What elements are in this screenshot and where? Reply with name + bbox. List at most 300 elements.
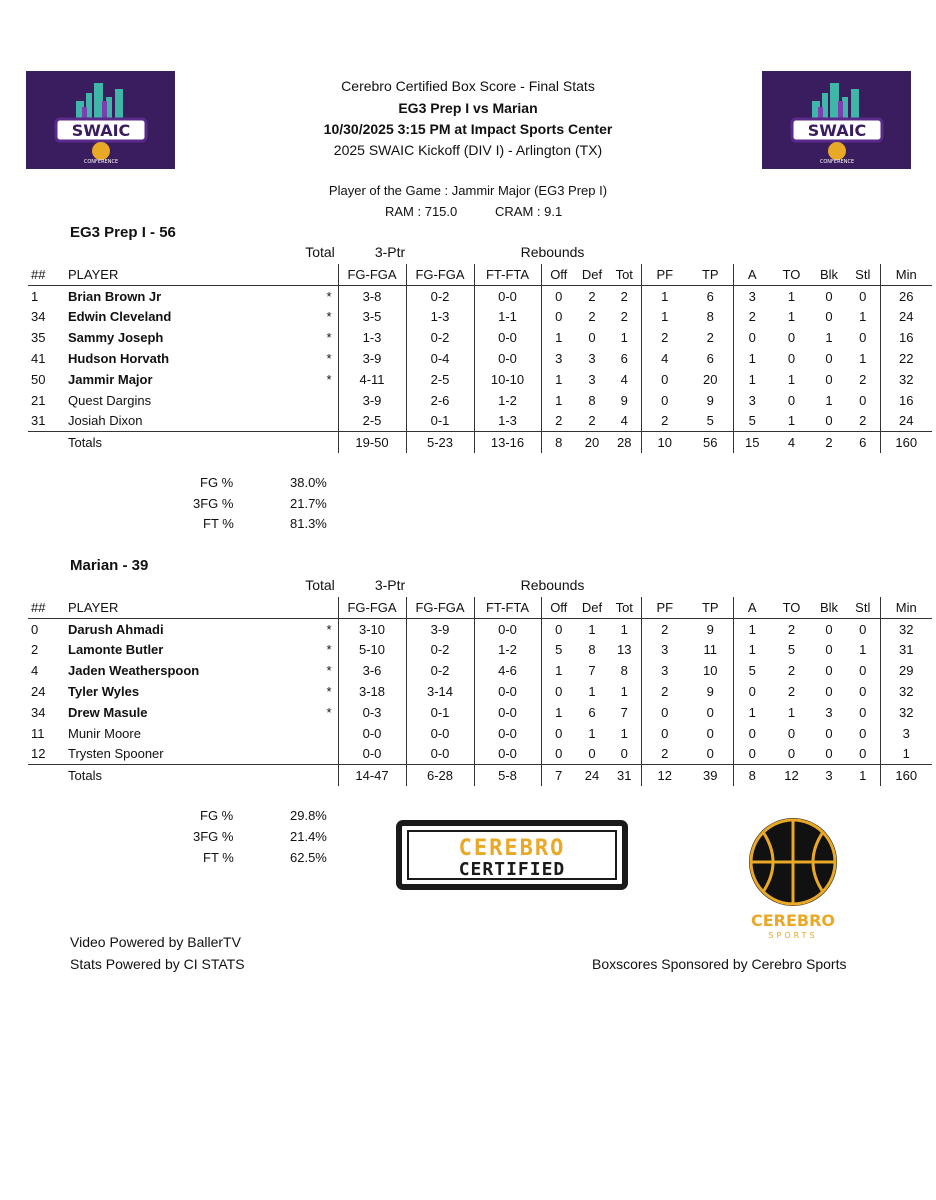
stat-def: 2 [588, 288, 596, 304]
stat-off: 1 [541, 390, 576, 411]
stat-tot: 2 [620, 288, 628, 304]
team2-title: Marian - 39 [70, 557, 149, 574]
total-off: 7 [541, 765, 576, 786]
stat-to: 2 [787, 684, 796, 700]
stat-blk: 0 [825, 309, 833, 325]
player-row [28, 285, 932, 306]
player-row [28, 618, 932, 639]
stat-tp: 10 [703, 663, 718, 679]
stat-blk: 0 [825, 684, 833, 700]
team2-fg-pct-label: FG % [200, 808, 234, 823]
player-row [28, 640, 932, 661]
stat-to: 1 [771, 411, 812, 432]
stat-min: 3 [880, 723, 932, 744]
player-name: Tyler Wyles [68, 684, 140, 700]
stat-tot: 8 [620, 663, 628, 679]
starter-mark [238, 411, 338, 432]
starter-mark [238, 744, 338, 765]
stat-pf: 0 [641, 390, 688, 411]
stat-off: 1 [541, 369, 576, 390]
team1-3fg-pct-label: 3FG % [193, 496, 234, 511]
stat-def: 3 [588, 371, 596, 387]
stat-blk: 0 [825, 351, 833, 367]
stat-off: 0 [541, 681, 576, 702]
stat-tot: 1 [620, 621, 628, 637]
stat-ft: 0-0 [474, 723, 541, 744]
stat-three: 0-2 [406, 660, 474, 681]
stat-fg: 3-5 [338, 307, 406, 328]
player-number: 0 [31, 621, 39, 637]
player-number: 24 [31, 684, 46, 700]
stat-stl: 1 [859, 642, 867, 658]
player-number: 4 [31, 663, 39, 679]
team2-total-group: Total [305, 577, 335, 593]
stat-three: 3-14 [406, 681, 474, 702]
stat-stl: 1 [859, 309, 867, 325]
stat-tp: 0 [706, 725, 714, 741]
sports-line2: SPORTS [768, 931, 818, 940]
player-row [28, 723, 932, 744]
total-fg: 14-47 [338, 765, 406, 786]
starter-mark: * [326, 309, 332, 325]
stat-min: 24 [880, 307, 932, 328]
starter-mark: * [326, 621, 332, 637]
stat-a: 5 [733, 660, 771, 681]
total-tot: 31 [617, 768, 632, 784]
totals-star-spacer [238, 765, 338, 786]
stat-tot: 0 [608, 744, 641, 765]
stat-def: 1 [588, 621, 596, 637]
total-stl: 1 [859, 768, 867, 784]
stat-def: 2 [576, 411, 608, 432]
col-header-min: Min [880, 264, 932, 285]
player-row [28, 681, 932, 702]
total-a: 8 [733, 765, 771, 786]
total-stl: 6 [859, 435, 867, 451]
total-min: 160 [880, 765, 932, 786]
stat-stl: 0 [859, 684, 867, 700]
starter-mark: * [326, 288, 332, 304]
stat-tot: 4 [620, 371, 628, 387]
stat-pf: 3 [641, 640, 688, 661]
stat-def: 8 [588, 642, 596, 658]
stat-off: 1 [541, 327, 576, 348]
game-datetime: 10/30/2025 3:15 PM at Impact Sports Center [323, 121, 613, 137]
starter-mark [238, 390, 338, 411]
stat-ft: 0-0 [474, 702, 541, 723]
stat-a: 1 [733, 702, 771, 723]
total-blk: 2 [825, 435, 833, 451]
stat-stl: 0 [846, 744, 880, 765]
stat-fg: 0-0 [338, 744, 406, 765]
col-header-def: Def [576, 264, 608, 285]
stat-fg: 3-9 [338, 348, 406, 369]
col-header-a: A [733, 597, 771, 618]
team2-ft-pct: 62.5% [290, 850, 327, 865]
total-pf: 10 [641, 432, 688, 453]
col-header-stl: Stl [846, 264, 880, 285]
totals-row [28, 765, 932, 786]
stat-tp: 6 [706, 351, 714, 367]
stat-three: 0-4 [406, 348, 474, 369]
stat-fg: 5-10 [338, 640, 406, 661]
player-row [28, 348, 932, 369]
stat-fg: 1-3 [338, 327, 406, 348]
team1-fg-pct: 38.0% [290, 475, 327, 490]
stat-def: 3 [588, 351, 596, 367]
stat-off: 0 [541, 744, 576, 765]
stat-def: 0 [576, 744, 608, 765]
player-number: 50 [31, 371, 46, 387]
total-tot: 28 [617, 435, 632, 451]
stat-min: 1 [880, 744, 932, 765]
total-pf: 12 [641, 765, 688, 786]
stat-stl: 2 [859, 371, 867, 387]
stat-ft: 1-2 [474, 390, 541, 411]
stat-min: 29 [880, 660, 932, 681]
cerebro-certified-logo [396, 820, 628, 890]
player-row [28, 702, 932, 723]
stat-tp: 5 [688, 411, 733, 432]
certified-line1: CEREBRO [458, 836, 566, 861]
stat-ft: 0-0 [474, 744, 541, 765]
total-three: 6-28 [406, 765, 474, 786]
stat-stl: 0 [859, 725, 867, 741]
stat-tp: 0 [688, 744, 733, 765]
col-header-tot: Tot [608, 597, 641, 618]
player-name: Trysten Spooner [68, 744, 238, 765]
stat-blk: 0 [825, 725, 833, 741]
starter-mark: * [326, 704, 332, 720]
col-header-blk: Blk [812, 264, 846, 285]
player-row [28, 327, 932, 348]
stat-blk: 0 [825, 642, 833, 658]
total-ft: 13-16 [474, 432, 541, 453]
col-header-three: FG-FGA [406, 264, 474, 285]
stat-min: 26 [880, 285, 932, 306]
stat-tot: 4 [608, 411, 641, 432]
stat-pf: 1 [641, 285, 688, 306]
stat-min: 32 [880, 702, 932, 723]
player-row [28, 411, 932, 432]
starter-mark: * [326, 330, 332, 346]
stat-to: 2 [787, 621, 796, 637]
col-header-tp: TP [688, 264, 733, 285]
stat-blk: 0 [812, 411, 846, 432]
player-name: Quest Dargins [68, 392, 152, 408]
col-header-min: Min [880, 597, 932, 618]
totals-label: Totals [68, 768, 102, 784]
starter-mark: * [326, 371, 332, 387]
stat-stl: 0 [859, 663, 867, 679]
total-ft: 5-8 [474, 765, 541, 786]
stat-min: 24 [880, 411, 932, 432]
cerebro-sports-logo [738, 812, 848, 942]
stat-to: 5 [787, 642, 796, 658]
col-header-ft: FT-FTA [474, 264, 541, 285]
player-row [28, 744, 932, 765]
stat-ft: 10-10 [474, 369, 541, 390]
stat-a: 0 [733, 723, 771, 744]
stat-tp: 2 [706, 330, 714, 346]
col-header-starter [238, 597, 338, 618]
stat-off: 2 [541, 411, 576, 432]
team1-title: EG3 Prep I - 56 [70, 224, 176, 241]
stat-pf: 0 [641, 723, 688, 744]
stat-ft: 0-0 [474, 348, 541, 369]
col-header-to: TO [771, 597, 812, 618]
ram-value: RAM : 715.0 [385, 204, 458, 219]
stat-stl: 0 [859, 704, 867, 720]
total-fg: 19-50 [338, 432, 406, 453]
stat-tp: 9 [706, 621, 714, 637]
stat-tot: 1 [620, 330, 628, 346]
stat-def: 1 [588, 725, 596, 741]
stat-tot: 6 [620, 351, 628, 367]
stat-tot: 1 [620, 684, 628, 700]
col-header-to: TO [771, 264, 812, 285]
stat-stl: 0 [859, 288, 867, 304]
stat-three: 1-3 [406, 307, 474, 328]
stat-def: 6 [588, 704, 596, 720]
team1-rebounds-group: Rebounds [520, 244, 585, 260]
stat-pf: 2 [641, 618, 688, 639]
stat-min: 16 [880, 390, 932, 411]
stat-tot: 9 [620, 392, 628, 408]
stat-three: 0-2 [406, 327, 474, 348]
total-tp: 39 [703, 768, 718, 784]
team1-3fg-pct: 21.7% [290, 496, 327, 511]
col-header-blk: Blk [812, 597, 846, 618]
stat-blk: 3 [825, 704, 833, 720]
col-header-fg: FG-FGA [338, 264, 406, 285]
col-header-fg: FG-FGA [338, 597, 406, 618]
stat-off: 0 [541, 307, 576, 328]
stat-to: 0 [787, 725, 796, 741]
starter-mark [238, 723, 338, 744]
team1-box-table [28, 264, 932, 453]
stat-to: 0 [787, 330, 796, 346]
stat-ft: 1-3 [474, 411, 541, 432]
stat-tp: 9 [706, 684, 714, 700]
team1-three-group: 3-Ptr [374, 244, 406, 260]
logo-right-sub: CONFERENCE [819, 159, 855, 165]
stat-def: 2 [588, 309, 596, 325]
team2-three-group: 3-Ptr [374, 577, 406, 593]
player-row [28, 660, 932, 681]
stat-stl: 0 [859, 621, 867, 637]
stat-pf: 2 [641, 327, 688, 348]
stat-min: 32 [880, 681, 932, 702]
player-number: 11 [31, 725, 45, 741]
player-name: Darush Ahmadi [68, 621, 164, 637]
player-name: Sammy Joseph [68, 330, 164, 346]
player-name: Edwin Cleveland [68, 309, 172, 325]
stat-fg: 3-10 [338, 618, 406, 639]
stat-a: 0 [733, 744, 771, 765]
stat-pf: 0 [641, 369, 688, 390]
stat-three: 0-2 [406, 640, 474, 661]
team1-ft-pct-label: FT % [203, 516, 234, 531]
team1-ft-pct: 81.3% [290, 516, 327, 531]
col-header-ft: FT-FTA [474, 597, 541, 618]
col-header-off: Off [541, 264, 576, 285]
stat-tp: 20 [703, 371, 718, 387]
stat-off: 0 [541, 723, 576, 744]
stat-min: 31 [880, 640, 932, 661]
player-number: 41 [31, 351, 46, 367]
stat-pf: 4 [641, 348, 688, 369]
col-header-tot: Tot [608, 264, 641, 285]
player-row [28, 390, 932, 411]
stat-three: 0-1 [406, 702, 474, 723]
stat-off: 0 [541, 618, 576, 639]
player-of-game: Player of the Game : Jammir Major (EG3 Prep I) [328, 183, 608, 198]
stat-a: 2 [733, 307, 771, 328]
player-name: Lamonte Butler [68, 642, 164, 658]
stat-a: 1 [733, 618, 771, 639]
player-name: Jaden Weatherspoon [68, 663, 200, 679]
stat-blk: 0 [812, 744, 846, 765]
stat-blk: 1 [825, 392, 833, 408]
col-header-tp: TP [688, 597, 733, 618]
stat-fg: 3-18 [338, 681, 406, 702]
stat-def: 1 [588, 684, 596, 700]
header-row [28, 597, 932, 618]
player-name: Brian Brown Jr [68, 288, 162, 304]
stat-fg: 4-11 [338, 369, 406, 390]
totals-label: Totals [68, 435, 102, 451]
starter-mark: * [326, 684, 332, 700]
total-to: 4 [787, 435, 796, 451]
totals-row [28, 432, 932, 453]
col-header-stl: Stl [846, 597, 880, 618]
stat-three: 2-5 [406, 369, 474, 390]
stat-blk: 0 [825, 663, 833, 679]
stat-a: 1 [733, 640, 771, 661]
stat-tot: 2 [620, 309, 628, 325]
header-row [28, 264, 932, 285]
stat-off: 3 [541, 348, 576, 369]
footer-sponsor: Boxscores Sponsored by Cerebro Sports [592, 956, 847, 972]
stat-def: 8 [588, 392, 596, 408]
team2-ft-pct-label: FT % [203, 850, 234, 865]
logo-right-text: SWAIC [807, 121, 867, 140]
stat-ft: 0-0 [474, 327, 541, 348]
totals-spacer [28, 432, 68, 453]
stat-pf: 2 [641, 744, 688, 765]
totals-spacer [28, 765, 68, 786]
stat-three: 0-1 [406, 411, 474, 432]
logo-left-text: SWAIC [71, 121, 131, 140]
stat-tp: 0 [706, 704, 714, 720]
total-a: 15 [733, 432, 771, 453]
team2-rebounds-group: Rebounds [520, 577, 585, 593]
stat-off: 5 [541, 640, 576, 661]
stat-pf: 2 [641, 411, 688, 432]
stat-pf: 3 [641, 660, 688, 681]
stat-blk: 0 [825, 621, 833, 637]
player-row [28, 369, 932, 390]
stat-min: 32 [880, 369, 932, 390]
player-name: Josiah Dixon [68, 411, 238, 432]
total-blk: 3 [825, 768, 833, 784]
stat-pf: 0 [641, 702, 688, 723]
col-header-def: Def [576, 597, 608, 618]
stat-def: 0 [588, 330, 596, 346]
total-to: 12 [784, 768, 799, 784]
player-row [28, 307, 932, 328]
stat-ft: 0-0 [474, 618, 541, 639]
report-title: Cerebro Certified Box Score - Final Stats [341, 78, 595, 94]
team2-fg-pct: 29.8% [290, 808, 327, 823]
stat-a: 5 [733, 411, 771, 432]
col-header-pf: PF [641, 264, 688, 285]
stat-min: 16 [880, 327, 932, 348]
col-header-number: ## [28, 597, 68, 618]
player-number: 2 [31, 642, 39, 658]
stat-to: 1 [787, 704, 796, 720]
player-number: 21 [31, 392, 46, 408]
stat-a: 0 [733, 681, 771, 702]
stat-pf: 2 [641, 681, 688, 702]
player-name: Hudson Horvath [68, 351, 170, 367]
player-name: Drew Masule [68, 704, 148, 720]
certified-line2: CERTIFIED [458, 859, 566, 880]
stat-min: 32 [880, 618, 932, 639]
sports-line1: CEREBRO [750, 911, 836, 930]
stat-tp: 6 [706, 288, 714, 304]
stat-to: 0 [771, 744, 812, 765]
stat-to: 1 [787, 288, 796, 304]
stat-pf: 1 [641, 307, 688, 328]
stat-a: 0 [733, 327, 771, 348]
player-name: Munir Moore [68, 725, 141, 741]
stat-ft: 1-1 [474, 307, 541, 328]
total-min: 160 [880, 432, 932, 453]
stat-three: 3-9 [406, 618, 474, 639]
total-off: 8 [541, 432, 576, 453]
stat-to: 0 [787, 351, 796, 367]
stat-fg: 3-6 [338, 660, 406, 681]
col-header-player: PLAYER [68, 597, 238, 618]
stat-tp: 11 [703, 642, 717, 658]
stat-fg: 3-8 [338, 285, 406, 306]
col-header-number: ## [28, 264, 68, 285]
stat-stl: 1 [859, 351, 867, 367]
stat-stl: 0 [859, 330, 867, 346]
stat-a: 3 [733, 285, 771, 306]
stat-fg: 0-0 [338, 723, 406, 744]
total-three: 5-23 [406, 432, 474, 453]
stat-three: 2-6 [406, 390, 474, 411]
total-def: 24 [584, 768, 600, 784]
col-header-a: A [733, 264, 771, 285]
stat-fg: 0-3 [338, 702, 406, 723]
totals-star-spacer [238, 432, 338, 453]
cram-value: CRAM : 9.1 [495, 204, 563, 219]
player-number: 34 [31, 309, 46, 325]
stat-tp: 9 [706, 392, 714, 408]
team2-3fg-pct: 21.4% [290, 829, 327, 844]
stat-blk: 0 [825, 371, 833, 387]
player-number: 1 [31, 288, 39, 304]
col-header-pf: PF [641, 597, 688, 618]
stat-off: 0 [541, 285, 576, 306]
stat-three: 0-0 [406, 744, 474, 765]
stat-ft: 0-0 [474, 681, 541, 702]
stat-tot: 13 [617, 642, 632, 658]
